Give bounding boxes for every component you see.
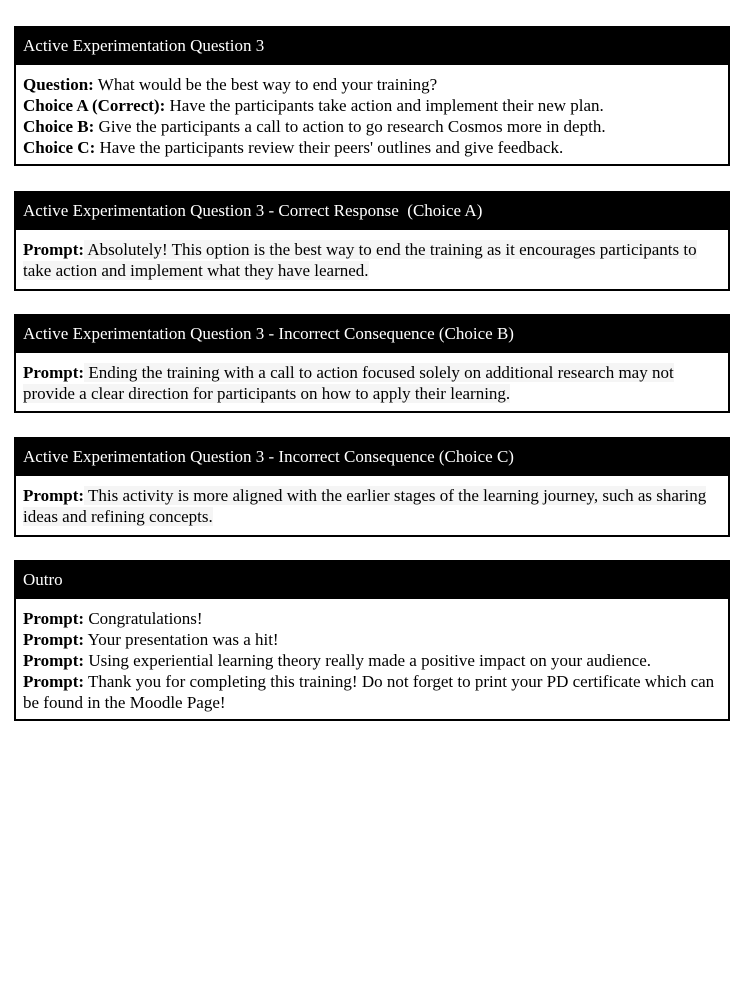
card-incorrect-consequence-c bbox=[14, 437, 730, 537]
card-body bbox=[14, 476, 730, 537]
line-label: Choice A (Correct): bbox=[23, 96, 166, 115]
card-question-3 bbox=[14, 26, 730, 166]
line-label: Prompt: bbox=[23, 672, 85, 691]
line-label: Prompt: bbox=[23, 630, 85, 649]
line-text: Ending the training with a call to action focused solely on additional research may not provide a clear direction for participants on how to apply their learning. bbox=[23, 363, 674, 403]
line-text: Using experiential learning theory really made a positive impact on your audience. bbox=[84, 651, 652, 670]
card-title: Active Experimentation Question 3 bbox=[14, 26, 730, 65]
card-incorrect-consequence-b bbox=[14, 314, 730, 413]
line-label: Choice B: bbox=[23, 117, 95, 136]
line-label: Prompt: bbox=[23, 486, 85, 505]
card-title: Active Experimentation Question 3 - Incorrect Consequence (Choice C) bbox=[14, 437, 730, 476]
line-label: Prompt: bbox=[23, 609, 85, 628]
line-text: Give the participants a call to action to go research Cosmos more in depth. bbox=[94, 117, 606, 136]
choice-a-line bbox=[23, 95, 721, 116]
line-label: Prompt: bbox=[23, 651, 85, 670]
card-correct-response-a bbox=[14, 191, 730, 291]
line-label: Question: bbox=[23, 75, 94, 94]
card-body bbox=[14, 230, 730, 291]
prompt-line bbox=[23, 650, 721, 671]
prompt-line bbox=[23, 362, 721, 404]
line-text: Congratulations! bbox=[84, 609, 203, 628]
line-text: This activity is more aligned with the earlier stages of the learning journey, such as sharing ideas and refining concepts. bbox=[23, 486, 707, 526]
prompt-line bbox=[23, 671, 721, 713]
choice-b-line bbox=[23, 116, 721, 137]
card-outro bbox=[14, 560, 730, 721]
line-text: Have the participants review their peers' outlines and give feedback. bbox=[95, 138, 564, 157]
line-text: What would be the best way to end your training? bbox=[93, 75, 438, 94]
question-line bbox=[23, 74, 721, 95]
choice-c-line bbox=[23, 137, 721, 158]
card-body bbox=[14, 599, 730, 721]
card-body bbox=[14, 65, 730, 166]
card-title: Active Experimentation Question 3 - Incorrect Consequence (Choice B) bbox=[14, 314, 730, 353]
line-text: Have the participants take action and implement their new plan. bbox=[165, 96, 604, 115]
card-body bbox=[14, 353, 730, 413]
prompt-line bbox=[23, 239, 721, 281]
line-text: Absolutely! This option is the best way to end the training as it encourages participants to take action and implement what they have learned. bbox=[23, 240, 697, 280]
card-title: Outro bbox=[14, 560, 730, 599]
line-text: Your presentation was a hit! bbox=[84, 630, 279, 649]
line-label: Prompt: bbox=[23, 363, 85, 382]
line-label: Choice C: bbox=[23, 138, 96, 157]
prompt-line bbox=[23, 485, 721, 527]
line-label: Prompt: bbox=[23, 240, 85, 259]
prompt-line bbox=[23, 629, 721, 650]
line-text: Thank you for completing this training! Do not forget to print your PD certificate which can be found in the Moodle Page! bbox=[23, 672, 715, 712]
prompt-line bbox=[23, 608, 721, 629]
card-title: Active Experimentation Question 3 - Correct Response (Choice A) bbox=[14, 191, 730, 230]
